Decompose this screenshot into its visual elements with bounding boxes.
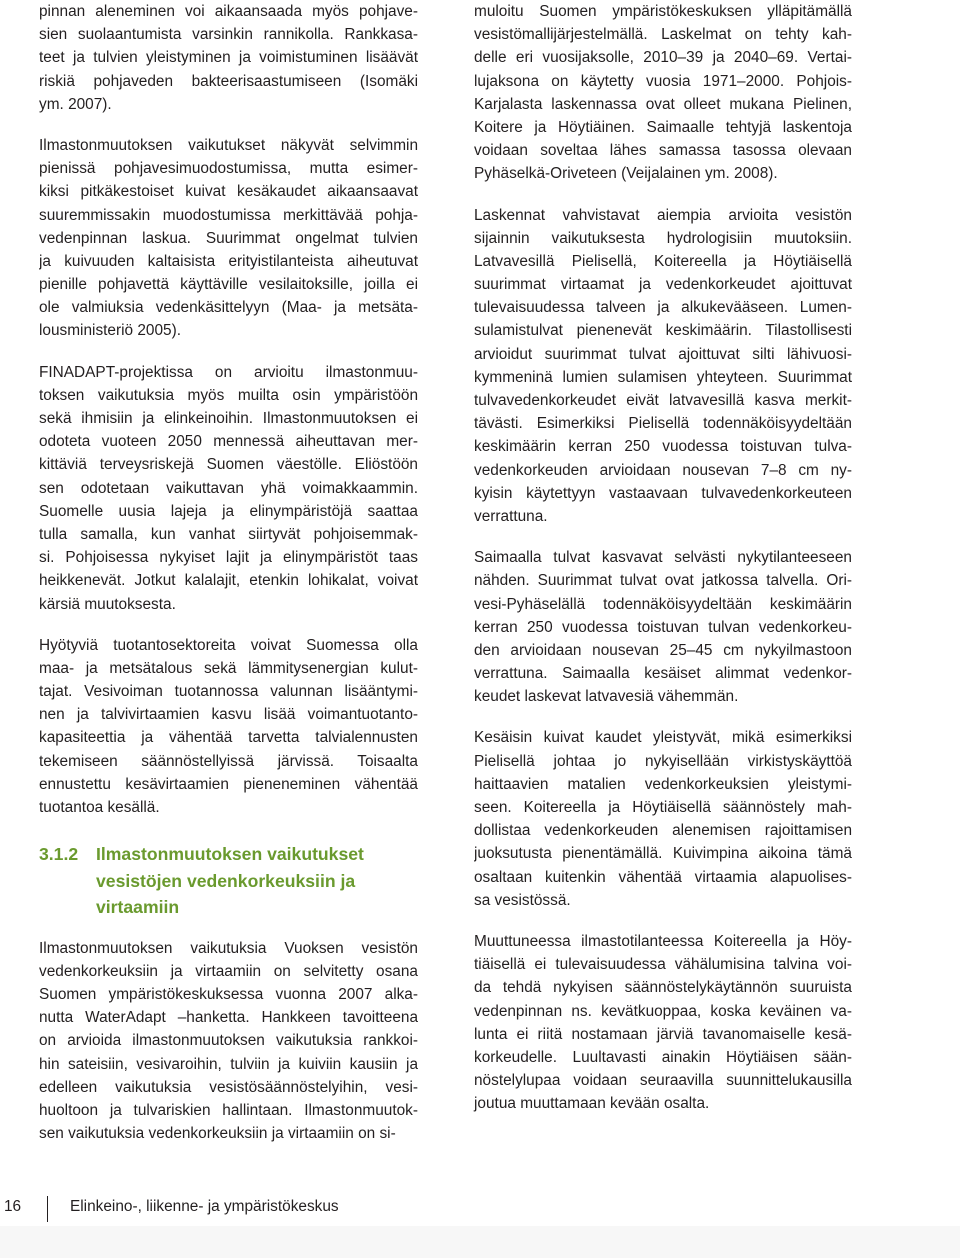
text-line: teet ja tulvien yleistyminen ja voimistuminen lisäävät xyxy=(39,49,418,67)
text-line: keudet laskevat latvavesiä vähemmän. xyxy=(474,688,739,706)
paragraph xyxy=(474,0,852,186)
text-line: verrattuna. Saimaalla kesäiset alimmat vedenkor- xyxy=(474,665,852,683)
text-line: Ilmastonmuutoksen vaikutukset näkyvät selvimmin xyxy=(39,136,418,154)
text-line: ja kuivuuden kaltaisista erityistilanteista aiheutuvat xyxy=(39,252,418,270)
text-line: Latvavesillä Pielisellä, Koitereella ja Höytiäisellä xyxy=(474,252,852,270)
text-line: tulvavedenkorkeudet eivät latvavesillä kasva merkit- xyxy=(474,392,852,409)
paragraph xyxy=(474,204,852,529)
text-line: huoltoon ja tulvariskien hallintaan. Ilmastonmuutok- xyxy=(39,1102,418,1119)
text-line: suurimmat virtaamat ja vedenkorkeudet ajoittuvat xyxy=(474,276,852,294)
text-line: sijainnin vaikutuksesta hydrologisiin muutoksiin. xyxy=(474,229,852,247)
text-line: tuotantoa kesällä. xyxy=(39,799,160,816)
text-line: kyisin käytettyyn vastaavaan tulvavedenkorkeuteen xyxy=(474,484,852,502)
section-number: 3.1.2 xyxy=(39,844,79,865)
text-line: nähden. Suurimmat tulvat ovat jatkossa talvella. Ori- xyxy=(474,572,852,590)
text-line: FINADAPT-projektissa on arvioitu ilmastonmuu- xyxy=(39,363,418,381)
text-line: Laskennat vahvistavat aiempia arvioita vesistön xyxy=(474,206,852,224)
left-column xyxy=(39,0,418,1145)
section-title-line: virtaamiin xyxy=(96,897,180,918)
text-line: odoteta vuoteen 2050 mennessä aiheuttavan mer- xyxy=(39,433,418,451)
text-line: Hyötyviä tuotantosektoreita voivat Suomessa olla xyxy=(39,636,418,654)
text-line: hin sateisiin, vesivaroihin, tulviin ja kuiviin kausiin ja xyxy=(39,1055,418,1073)
text-line: voidaan soveltaa lähes samassa tasossa olevaan xyxy=(474,142,852,160)
text-line: kärsiä muutoksesta. xyxy=(39,595,176,613)
text-line: maa- ja metsätalous sekä lämmitysenergian kulut- xyxy=(39,659,418,677)
paragraph xyxy=(474,930,852,1116)
text-line: korkeudelle. Luultavasti ainakin Höytiäisen sään- xyxy=(474,1048,852,1066)
section-title xyxy=(39,841,418,921)
paragraph xyxy=(39,0,418,116)
text-line: pienille pohjavettä käyttäville vesilaitoksille, joilla ei xyxy=(39,276,418,294)
text-line: keskimäärin kerran 250 vuodessa toistuvan tulva- xyxy=(474,438,852,456)
text-line: tajat. Vesivoiman tuotannossa valunnan lisääntymi- xyxy=(39,683,418,701)
text-line: lunta ei riitä nostamaan järviä tavanomaiselle kesä- xyxy=(474,1025,852,1043)
paragraph xyxy=(474,726,852,912)
text-line: suuremmissakin muodostumissa merkittävää pohja- xyxy=(39,206,418,224)
text-line: pienissä pohjavesimuodostumissa, mutta esimer- xyxy=(39,160,418,178)
footer-divider xyxy=(47,1196,48,1222)
text-line: sien suolaantumista varsinkin rannikolla. Rankkasa- xyxy=(39,26,418,44)
text-line: edelleen vaikutuksia vesistösäännöstelyihin, vesi- xyxy=(39,1078,418,1096)
text-line: arvioidut suurimmat tulvat ajoittuvat silti lähivuosi- xyxy=(474,345,852,363)
paragraph xyxy=(39,134,418,343)
text-line: nen ja talvivirtaamien kasvu lisää voimantuotanto- xyxy=(39,706,418,724)
text-line: heikkenevät. Jotkut kalalajit, etenkin lohikalat, voivat xyxy=(39,572,418,590)
text-line: den arvioidaan nousevan 25–45 cm nykyilmastoon xyxy=(474,641,852,659)
text-line: seen. Koitereella ja Höytiäisellä säännöstely mah- xyxy=(474,799,852,816)
text-line: tiäisellä ei tulevaisuudessa vähälumisina talvina voi- xyxy=(474,956,852,974)
text-line: Pielisellä johtaa jo nykyisellään virkistyskäyttöä xyxy=(474,752,852,770)
text-line: sen odotetaan vaikuttavan yhä voimakkaammin. xyxy=(39,479,418,497)
paragraph xyxy=(39,937,418,1146)
text-line: vedenkorkeuksiin ja virtaamiin on selvitetty osana xyxy=(39,962,418,980)
text-line: joutua muuttamaan kevään osalta. xyxy=(474,1095,710,1113)
text-line: vesistömallijärjestelmällä. Laskelmat on tehty kah- xyxy=(474,26,852,44)
text-line: sen vaikutuksia vedenkorkeuksiin ja virtaamiin on si- xyxy=(39,1125,396,1143)
text-line: osaltaan kuitenkin vähentää virtaamia alapuolises- xyxy=(474,868,852,886)
text-line: tulevaisuudessa talveen ja alkukevääseen. Lumen- xyxy=(474,299,852,317)
text-line: Koitere ja Höytiäinen. Saimaalle tehtyjä laskentoja xyxy=(474,118,852,136)
text-line: verrattuna. xyxy=(474,507,548,525)
text-line: sekä ihmisiin ja elinkeinoihin. Ilmastonmuutoksen ei xyxy=(39,410,418,427)
section-heading xyxy=(39,841,418,921)
text-line: Kesäisin kuivat kaudet yleistyvät, mikä esimerkiksi xyxy=(474,729,852,747)
text-line: pinnan aleneminen voi aikaansaada myös pohjave- xyxy=(39,3,418,20)
page-footer xyxy=(0,1190,960,1226)
text-line: tekemiseen säännöstellyissä järvissä. Toisaalta xyxy=(39,752,418,770)
text-line: kymmeninä lumien sulamisen yhteyteen. Suurimmat xyxy=(474,368,852,386)
text-line: dollistaa vedenkorkeuden alenemisen rajoittamisen xyxy=(474,822,852,840)
text-line: ole valmiuksia vedenkäsittelyyn (Maa- ja metsäta- xyxy=(39,299,418,317)
text-line: tävästi. Esimerkiksi Pielisellä todennäköisyydeltään xyxy=(474,415,852,433)
paragraph xyxy=(39,361,418,616)
text-line: nöstelylupaa voidaan seuraavilla suunnittelukausilla xyxy=(474,1072,852,1090)
text-line: juoksutusta pienentämällä. Kuivimpina aikoina tämä xyxy=(474,845,852,863)
text-line: da tehdä nykyisen säännöstelykäytännön suuruista xyxy=(474,979,852,997)
text-line: Saimaalla tulvat kasvavat selvästi nykytilanteeseen xyxy=(474,549,852,567)
text-line: sulamistulvat pienenevät keskimäärin. Tilastollisesti xyxy=(474,322,852,340)
text-line: nutta WaterAdapt –hanketta. Hankkeen tavoitteena xyxy=(39,1009,418,1027)
footer-bar xyxy=(0,1226,960,1258)
text-line: si. Pohjoisessa nykyiset lajit ja elinympäristöt taas xyxy=(39,549,418,567)
section-title-line: vesistöjen vedenkorkeuksiin ja xyxy=(96,870,356,891)
text-line: Suomen ympäristökeskuksessa vuonna 2007 alka- xyxy=(39,986,418,1004)
text-line: kapasiteettia ja vähentää tarvetta talvialennusten xyxy=(39,729,418,747)
page-number: 16 xyxy=(4,1198,22,1215)
text-line: on arvioida ilmastonmuutoksen vaikutuksia rankkoi- xyxy=(39,1032,418,1050)
text-line: kiksi pitkäkestoiset kuivat kesäkaudet aikaansaavat xyxy=(39,183,418,201)
text-line: tulla samalla, kun vanhat siirtyvät pohjoisemmak- xyxy=(39,525,418,543)
text-line: muloitu Suomen ympäristökeskuksen ylläpitämällä xyxy=(474,3,852,20)
paragraph xyxy=(39,634,418,820)
text-line: ym. 2007). xyxy=(39,95,112,113)
text-line: haittaavien matalien vedenkorkeuksien yleistymi- xyxy=(474,775,852,793)
text-line: vesi-Pyhäselällä todennäköisyydeltään keskimäärin xyxy=(474,595,852,613)
text-line: lousministeriö 2005). xyxy=(39,322,182,340)
right-column xyxy=(474,0,852,1115)
text-line: lujaksona on käytetty vuosia 1971–2000. Pohjois- xyxy=(474,72,852,90)
text-line: Muuttuneessa ilmastotilanteessa Koitereella ja Höy- xyxy=(474,932,852,950)
text-line: toksen vaikutuksia myös muilta osin ympäristöön xyxy=(39,386,418,404)
paragraph xyxy=(474,546,852,708)
text-line: Suomelle uusia lajeja ja elinympäristöjä saattaa xyxy=(39,502,418,520)
text-line: sa vesistössä. xyxy=(474,891,571,909)
publication-title: Elinkeino-, liikenne- ja ympäristökeskus xyxy=(70,1198,339,1215)
section-title-line: Ilmastonmuutoksen vaikutukset xyxy=(96,844,364,865)
text-line: vedenpinnan ns. kevätkuoppaa, koska keväinen va- xyxy=(474,1002,852,1020)
text-line: vedenpinnan laskua. Suurimmat ongelmat tulvien xyxy=(39,229,418,247)
text-line: kerran 250 vuodessa toistuvan tulvan vedenkorkeu- xyxy=(474,618,852,636)
text-line: vedenkorkeuden arvioidaan nousevan 7–8 cm ny- xyxy=(474,461,852,479)
text-line: Karjalasta laskennassa ovat olleet mukana Pielinen, xyxy=(474,95,852,113)
text-line: Ilmastonmuutoksen vaikutuksia Vuoksen vesistön xyxy=(39,939,418,957)
text-line: kittäviä terveysriskejä Suomen väestölle. Eliöstöön xyxy=(39,456,418,474)
text-line: delle eri vuosijaksolle, 2010–39 ja 2040–69. Vertai- xyxy=(474,49,852,67)
text-line: ennustettu kesävirtaamien pieneneminen vähentää xyxy=(39,775,418,793)
text-line: riskiä pohjaveden bakteerisaastumiseen (Isomäki xyxy=(39,72,418,90)
text-line: Pyhäselkä-Oriveteen (Veijalainen ym. 2008). xyxy=(474,165,778,183)
